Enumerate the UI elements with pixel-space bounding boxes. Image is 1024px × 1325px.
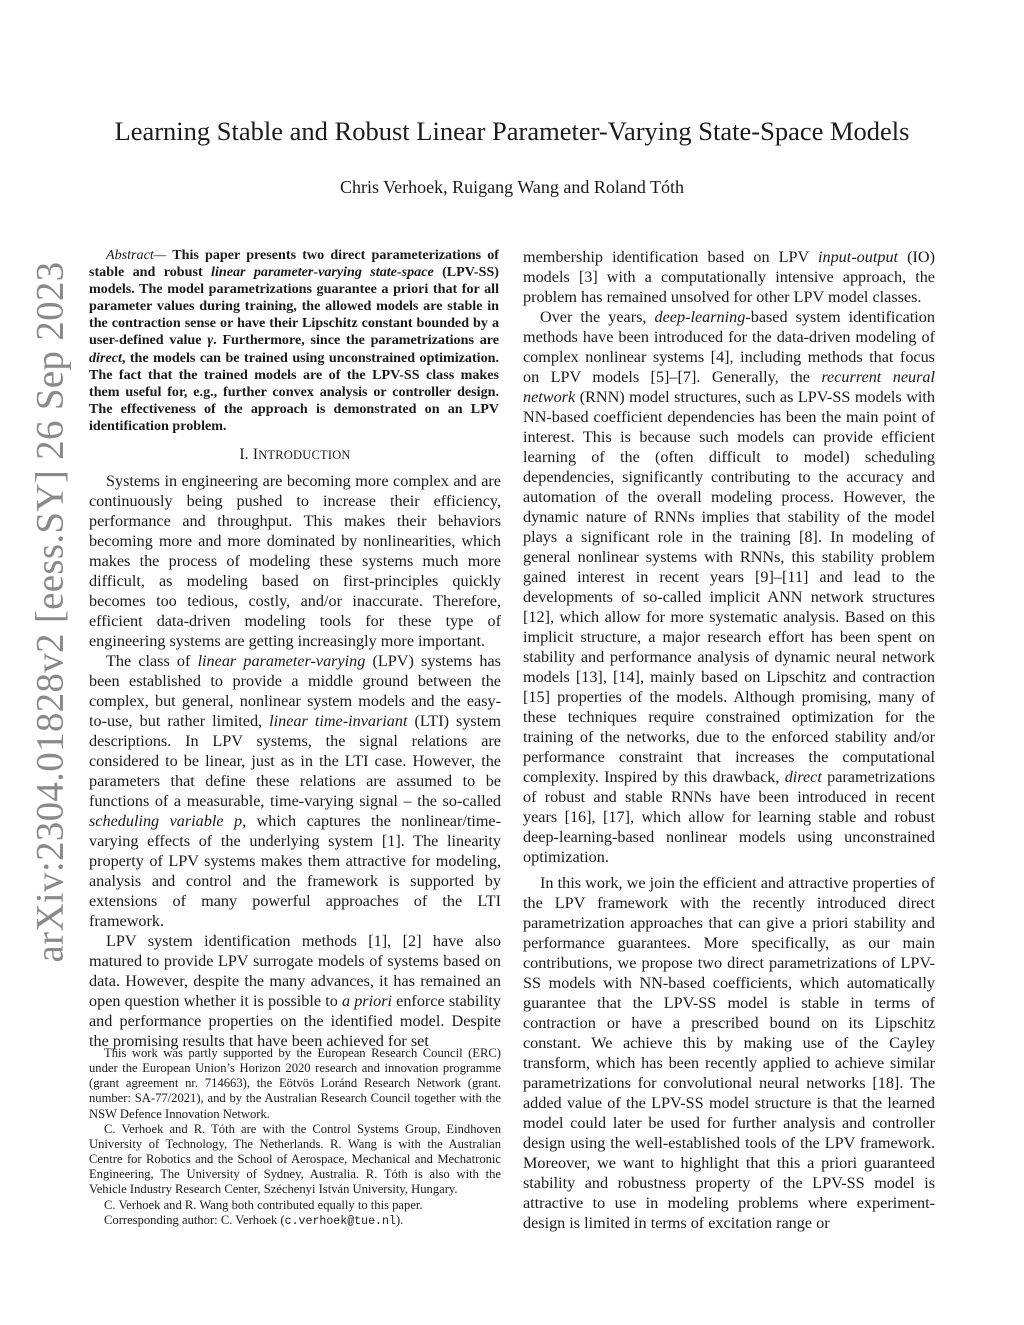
paragraph: Systems in engineering are becoming more complex and are continuously being pushed to increase their efficiency, performance and throughput. This makes their behaviors becoming more and more dominated by nonlinearities, which makes the process of modeling these systems much more difficult, as modeling based on first-principles quickly becomes too tedious, costly, and/or inaccurate. Therefore, efficient data-driven modeling tools for these type of engineering systems are getting increasingly more important.	[89, 472, 501, 651]
abstract-emphasis: direct	[89, 349, 122, 366]
arxiv-identifier: arXiv:2304.01828v2 [eess.SY] 26 Sep 2023	[28, 261, 72, 963]
paper-authors: Chris Verhoek, Ruigang Wang and Roland Tóth	[339, 177, 685, 197]
abstract-emphasis: linear parameter-varying state-space	[211, 264, 434, 281]
paragraph: Over the years, deep-learning-based system identification methods have been introduced for the data-driven modeling of complex nonlinear systems [4], including methods that focus on LPV models [5]–[7]. Generally, the recurrent neural network (RNN) model structures, such as LPV-SS models with NN-based coefficient dependencies has been the main point of interest. This is because such models can provide efficient learning of the (often difficult to model) scheduling dependencies, significantly contributing to the accuracy and automation of the overall modeling process. However, the dynamic nature of RNNs implies that stability of the model plays a significant role in the training [8]. In modeling of general nonlinear systems with RNNs, this stability problem gained interest in recent years [9]–[11] and lead to the developments of so-called implicit ANN network structures [12], which allow for more systematic analysis. Based on this implicit structure, a major research effort has been spent on stability and performance analysis of dynamic neural network models [13], [14], mainly based on Lipschitz and contraction [15] properties of the models. Although promising, many of these techniques require constrained optimization for the training of the networks, due to the enforced stability and/or performance constraint that increases the computational complexity. Inspired by this drawback, direct parametrizations of robust and stable RNNs have been introduced in recent years [16], [17], which allow for learning stable and robust deep-learning-based nonlinear models using unconstrained optimization.	[523, 308, 935, 866]
email-link[interactable]: c.verhoek@tue.nl	[284, 1214, 396, 1228]
paragraph: The class of linear parameter-varying (LPV) systems has been established to provide a middle ground between the complex, but general, nonlinear system models and the easy-to-use, but rather limited, linear time-invariant (LTI) system descriptions. In LPV systems, the signal relations are considered to be linear, just as in the LTI case. However, the parameters that define these relations are assumed to be functions of a measurable, time-varying signal – the so-called scheduling variable p, which captures the nonlinear/time-varying effects of the underlying system [1]. The linearity property of LPV systems makes them attractive for modeling, analysis and control and the framework is supported by extensions of many powerful approaches of the LTI framework.	[89, 652, 501, 931]
section-heading-introduction: I. INTRODUCTION	[239, 446, 351, 464]
footnote-funding: This work was partly supported by the European Research Council (ERC) under the European Union’s Horizon 2020 research and innovation programme (grant agreement nr. 714663), the Eötvös Loránd Research Network (grant. number: SA-77/2021), and by the Australian Research Council together with the NSW Defence Innovation Network.	[89, 1046, 501, 1121]
footnote-corresponding-author: Corresponding author: C. Verhoek (c.verhoek@tue.nl).	[104, 1212, 404, 1228]
abstract-lead: Abstract—	[106, 247, 167, 263]
paragraph: membership identification based on LPV input-output (IO) models [3] with a computationally intensive approach, the problem has remained unsolved for other LPV model classes.	[523, 248, 935, 306]
footnote-affiliations: C. Verhoek and R. Tóth are with the Control Systems Group, Eindhoven University of Technology, The Netherlands. R. Wang is with the Australian Centre for Robotics and the School of Aerospace, Mechanical and Mechatronic Engineering, The University of Sydney, Australia. R. Tóth is also with the Vehicle Industry Research Center, Széchenyi István University, Hungary.	[89, 1121, 501, 1197]
paper-title: Learning Stable and Robust Linear Parameter-Varying State-Space Models	[114, 116, 910, 146]
footnote-equal-contribution: C. Verhoek and R. Wang both contributed equally to this paper.	[104, 1197, 423, 1212]
abstract-text: . Furthermore, since the parametrizations are	[213, 332, 499, 349]
abstract-text: (LPV-SS) models. The model parametrizations guarantee a priori that for all parameter values during training, the allowed models are stable in the contraction sense or have their Lipschitz constant bounded by a user-defined value	[89, 264, 499, 349]
abstract-text: , the models can be trained using unconstrained optimization. The fact that the trained models are of the LPV-SS class makes them useful for, e.g., further convex analysis or controller design. The effectiveness of the approach is demonstrated on an LPV identification problem.	[89, 349, 499, 434]
abstract-text: This paper presents two direct parameterizations of stable and robust	[89, 247, 499, 281]
abstract	[89, 247, 499, 435]
paragraph: In this work, we join the efficient and attractive properties of the LPV framework with the recently introduced direct parametrization approaches that can give a priori stability and performance guarantees. More specifically, as our main contributions, we propose two direct parametrizations of LPV-SS models with NN-based coefficients, which automatically guarantee that the LPV-SS model is stable in terms of contraction or have a prescribed bound on its Lipschitz constant. We achieve this by making use of the Cayley transform, which has been recently applied to achieve similar parametrizations for convolutional neural networks [18]. The added value of the LPV-SS model structure is that the learned model could later be used for further analysis and controller design using the well-established tools of the LPV framework. Moreover, we want to highlight that this a priori guaranteed stability and robustness property of the LPV-SS model is attractive to use in modeling problems where experiment-design is limited in terms of excitation range or	[523, 874, 935, 1232]
paragraph: LPV system identification methods [1], [2] have also matured to provide LPV surrogate models of systems based on data. However, despite the many advances, it has remained an open question whether it is possible to a priori enforce stability and performance properties on the identified model. Despite the promising results that have been achieved for set	[89, 932, 501, 1051]
left-column	[89, 247, 501, 1051]
footnotes	[89, 1046, 501, 1229]
abstract-gamma-symbol: γ	[207, 332, 214, 349]
right-column	[523, 247, 935, 1233]
